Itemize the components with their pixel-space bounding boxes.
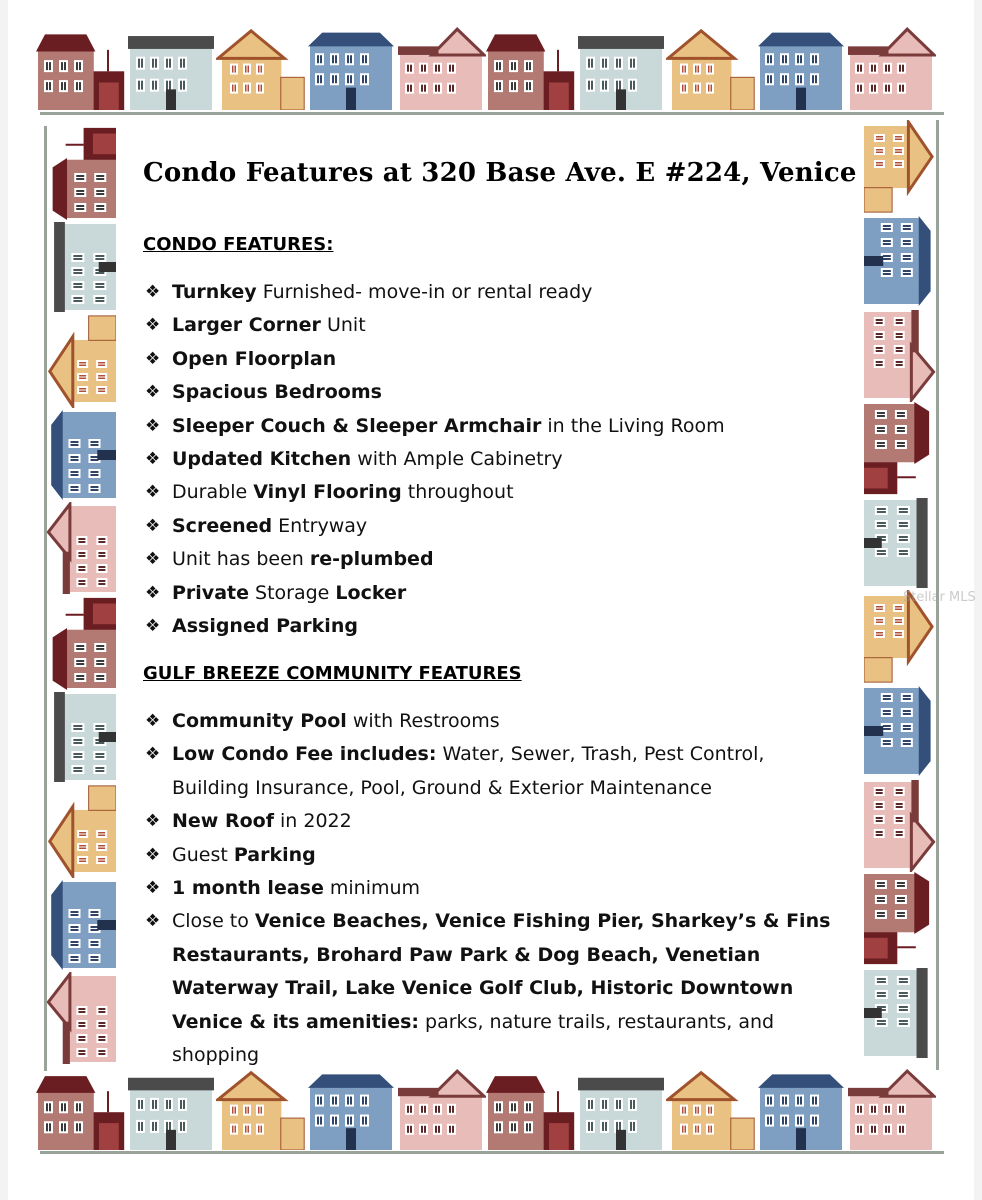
gable-house-icon [216,24,306,114]
feature-item [145,610,845,643]
feature-text: Water, Sewer, Trash, Pest Control, Building Insurance, Pool, Ground & Exterior Maintenance [172,743,765,799]
feature-text: Close to [172,910,255,933]
feature-item [145,309,845,342]
watermark: Stellar MLS [903,590,976,605]
feature-highlight: Parking [233,843,316,866]
feature-highlight: Screened [172,514,273,537]
diamond-bullet-icon: ❖ [145,282,161,302]
colonial-icon [576,1066,666,1154]
diamond-bullet-icon: ❖ [145,844,161,865]
cottage-icon [846,1066,936,1154]
colonial-icon [44,690,116,784]
gable-house-icon [216,1066,306,1154]
colonial-icon [864,496,938,590]
community-features-heading: GULF BREEZE COMMUNITY FEATURES [143,663,522,684]
barn-house-icon [44,126,116,220]
diamond-bullet-icon: ❖ [145,711,161,731]
feature-item [145,276,845,309]
ground-line-top [40,112,944,115]
feature-highlight: Private [172,581,249,604]
feature-item [145,905,845,1072]
feature-text: parks, nature trails, restaurants, and shopping [172,1010,775,1067]
feature-text: with Ample Cabinetry [351,448,563,471]
feature-item [145,343,845,376]
diamond-bullet-icon: ❖ [145,744,161,765]
feature-item [145,705,845,738]
townhouse-icon [44,878,116,972]
condo-features-list [145,276,845,643]
community-features-list [145,705,845,1072]
cottage-icon [864,308,938,402]
diamond-bullet-icon: ❖ [145,382,161,403]
feature-text: Furnished- move-in or rental ready [256,281,593,303]
feature-highlight: Turnkey [172,281,257,303]
feature-item [145,476,845,509]
colonial-icon [576,24,666,114]
feature-text: Entryway [272,514,368,537]
feature-text: Storage [248,581,336,604]
feature-highlight: Updated Kitchen [172,448,352,471]
condo-features-heading: CONDO FEATURES: [143,234,334,255]
barn-house-icon [36,1066,126,1154]
feature-highlight: Sleeper Couch & Sleeper Armchair [172,414,542,437]
ground-line-left [44,126,47,1071]
diamond-bullet-icon: ❖ [145,315,161,336]
feature-highlight: Open Floorplan [172,347,337,370]
townhouse-icon [306,1066,396,1154]
diamond-bullet-icon: ❖ [145,482,161,503]
townhouse-icon [864,684,938,778]
feature-highlight: Community Pool [172,710,347,732]
townhouse-icon [306,24,396,114]
cottage-icon [864,778,938,872]
feature-item [145,510,845,543]
diamond-bullet-icon: ❖ [145,549,161,570]
feature-item [145,839,845,872]
cottage-icon [396,1066,486,1154]
feature-text: in the Living Room [541,414,725,437]
feature-item [145,872,845,905]
colonial-icon [44,220,116,314]
diamond-bullet-icon: ❖ [145,911,161,932]
barn-house-icon [44,596,116,690]
colonial-icon [126,1066,216,1154]
barn-house-icon [486,24,576,114]
feature-highlight: Low Condo Fee includes: [172,743,437,766]
diamond-bullet-icon: ❖ [145,415,161,436]
cottage-icon [846,24,936,114]
feature-item [145,410,845,443]
townhouse-icon [756,1066,846,1154]
diamond-bullet-icon: ❖ [145,616,161,637]
feature-text: with Restrooms [346,710,500,732]
feature-highlight: re-plumbed [309,548,434,571]
diamond-bullet-icon: ❖ [145,878,161,899]
barn-house-icon [36,24,126,114]
feature-text: throughout [401,481,514,504]
gable-house-icon [666,1066,756,1154]
flyer-title: Condo Features at 320 Base Ave. E #224, Venice [143,158,857,188]
barn-house-icon [864,402,938,496]
feature-text: Durable [172,481,254,504]
cottage-icon [396,24,486,114]
feature-text: Guest [172,843,234,866]
feature-item [145,805,845,838]
diamond-bullet-icon: ❖ [145,582,161,603]
feature-highlight: Vinyl Flooring [253,481,402,504]
feature-highlight: Assigned Parking [172,615,358,638]
feature-text: Unit [320,314,366,337]
feature-text: Unit has been [172,548,310,571]
feature-highlight: Spacious Bedrooms [172,381,382,404]
diamond-bullet-icon: ❖ [145,449,161,470]
barn-house-icon [486,1066,576,1154]
colonial-icon [126,24,216,114]
gable-house-icon [864,120,938,214]
gable-house-icon [44,314,116,408]
feature-highlight: Locker [335,581,407,604]
house-border-bottom [36,1070,944,1154]
feature-text: minimum [323,877,421,900]
diamond-bullet-icon: ❖ [145,515,161,536]
barn-house-icon [864,872,938,966]
diamond-bullet-icon: ❖ [145,811,161,832]
townhouse-icon [864,214,938,308]
feature-item [145,738,845,805]
colonial-icon [864,966,938,1060]
townhouse-icon [756,24,846,114]
diamond-bullet-icon: ❖ [145,348,161,369]
feature-highlight: 1 month lease [172,877,324,900]
feature-item [145,376,845,409]
feature-highlight: Venice Beaches, Venice Fishing Pier, Sharkey’s & Fins Restaurants, Brohard Paw Park & Dog Beach, Venetian Waterway Trail, Lake Venice Golf Club, Historic Downtown Venice & its amenities: [172,910,831,1033]
ground-line-bottom [40,1151,944,1154]
house-border-left [44,126,116,1076]
feature-item [145,443,845,476]
feature-highlight: New Roof [172,810,274,833]
house-border-top [36,28,944,114]
feature-text: in 2022 [273,810,352,833]
gable-house-icon [44,784,116,878]
feature-highlight: Larger Corner [172,314,321,337]
townhouse-icon [44,408,116,502]
gable-house-icon [666,24,756,114]
cottage-icon [44,972,116,1066]
feature-item [145,543,845,576]
feature-item [145,577,845,610]
cottage-icon [44,502,116,596]
